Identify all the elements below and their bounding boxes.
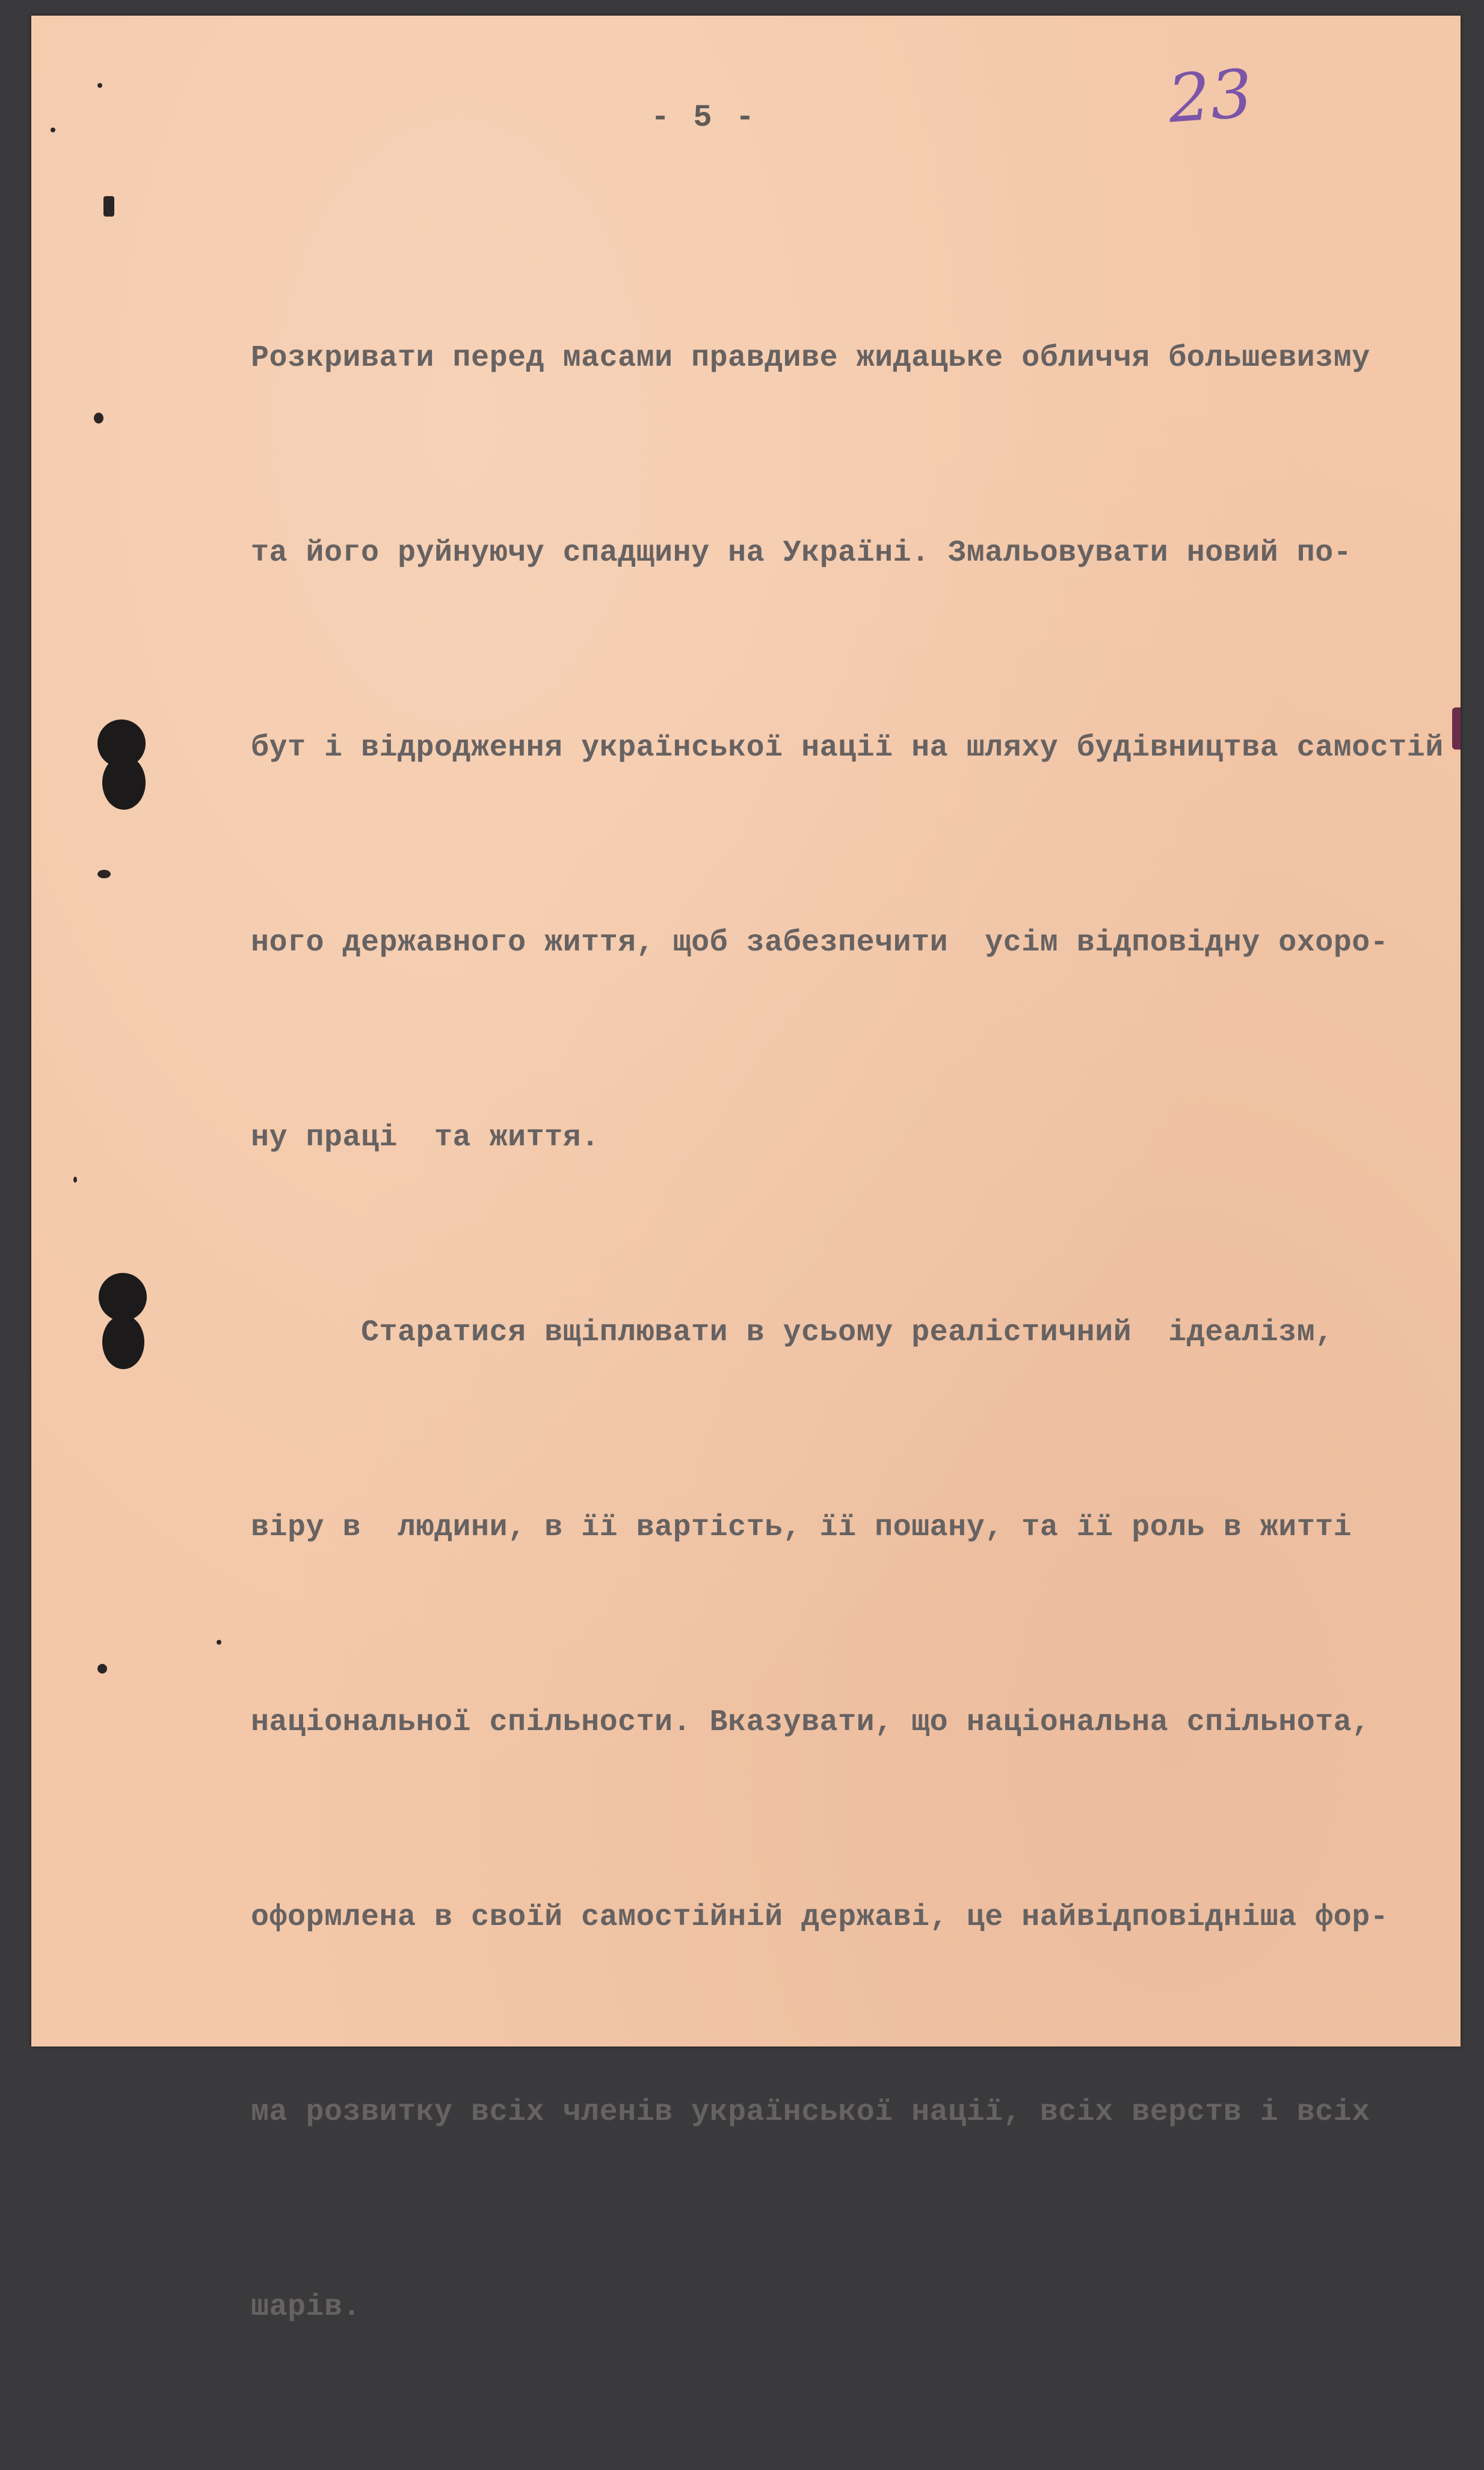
speck [97, 870, 111, 878]
speck [217, 1640, 221, 1645]
text-line: ма розвитку всіх членів української нації, всіх верств і всіх [251, 2095, 1370, 2130]
typewritten-body [251, 196, 1484, 2470]
text-line: Старатися вщіплювати в усьому реалістичний ідеалізм, [251, 1316, 1334, 1350]
speck [97, 83, 102, 88]
speck [103, 196, 114, 217]
text-line: віру в людини, в її вартість, її пошану, та її роль в житті [251, 1511, 1352, 1545]
typed-page-number: - 5 - [651, 100, 757, 135]
text-line: ного державного життя, щоб забезпечити усім відповідну охоро- [251, 926, 1389, 960]
binder-hole-upper-2 [102, 756, 146, 810]
text-line: бут і відродження української нації на шляху будівництва самостій [251, 731, 1444, 765]
handwritten-folio-number: 23 [1165, 55, 1255, 138]
binder-hole-lower-2 [102, 1315, 144, 1369]
text-line: оформлена в своїй самостійній державі, це найвідповідніша фор- [251, 1900, 1389, 1935]
speck [73, 1177, 77, 1183]
text-line: Розкривати перед масами правдиве жидацьке обличчя большевизму [251, 341, 1370, 375]
edge-mark [1452, 707, 1461, 750]
text-line: шарів. [251, 2290, 362, 2324]
binder-hole-lower [99, 1273, 147, 1321]
text-line: та його руйнуючу спадщину на Україні. Змальовувати новий по- [251, 536, 1352, 570]
text-line: ну праці та життя. [251, 1121, 600, 1155]
speck [97, 1664, 107, 1674]
speck [94, 413, 103, 423]
document-page [31, 16, 1461, 2324]
speck [51, 128, 55, 132]
text-line: національної спільности. Вказувати, що національна спільнота, [251, 1705, 1370, 1740]
